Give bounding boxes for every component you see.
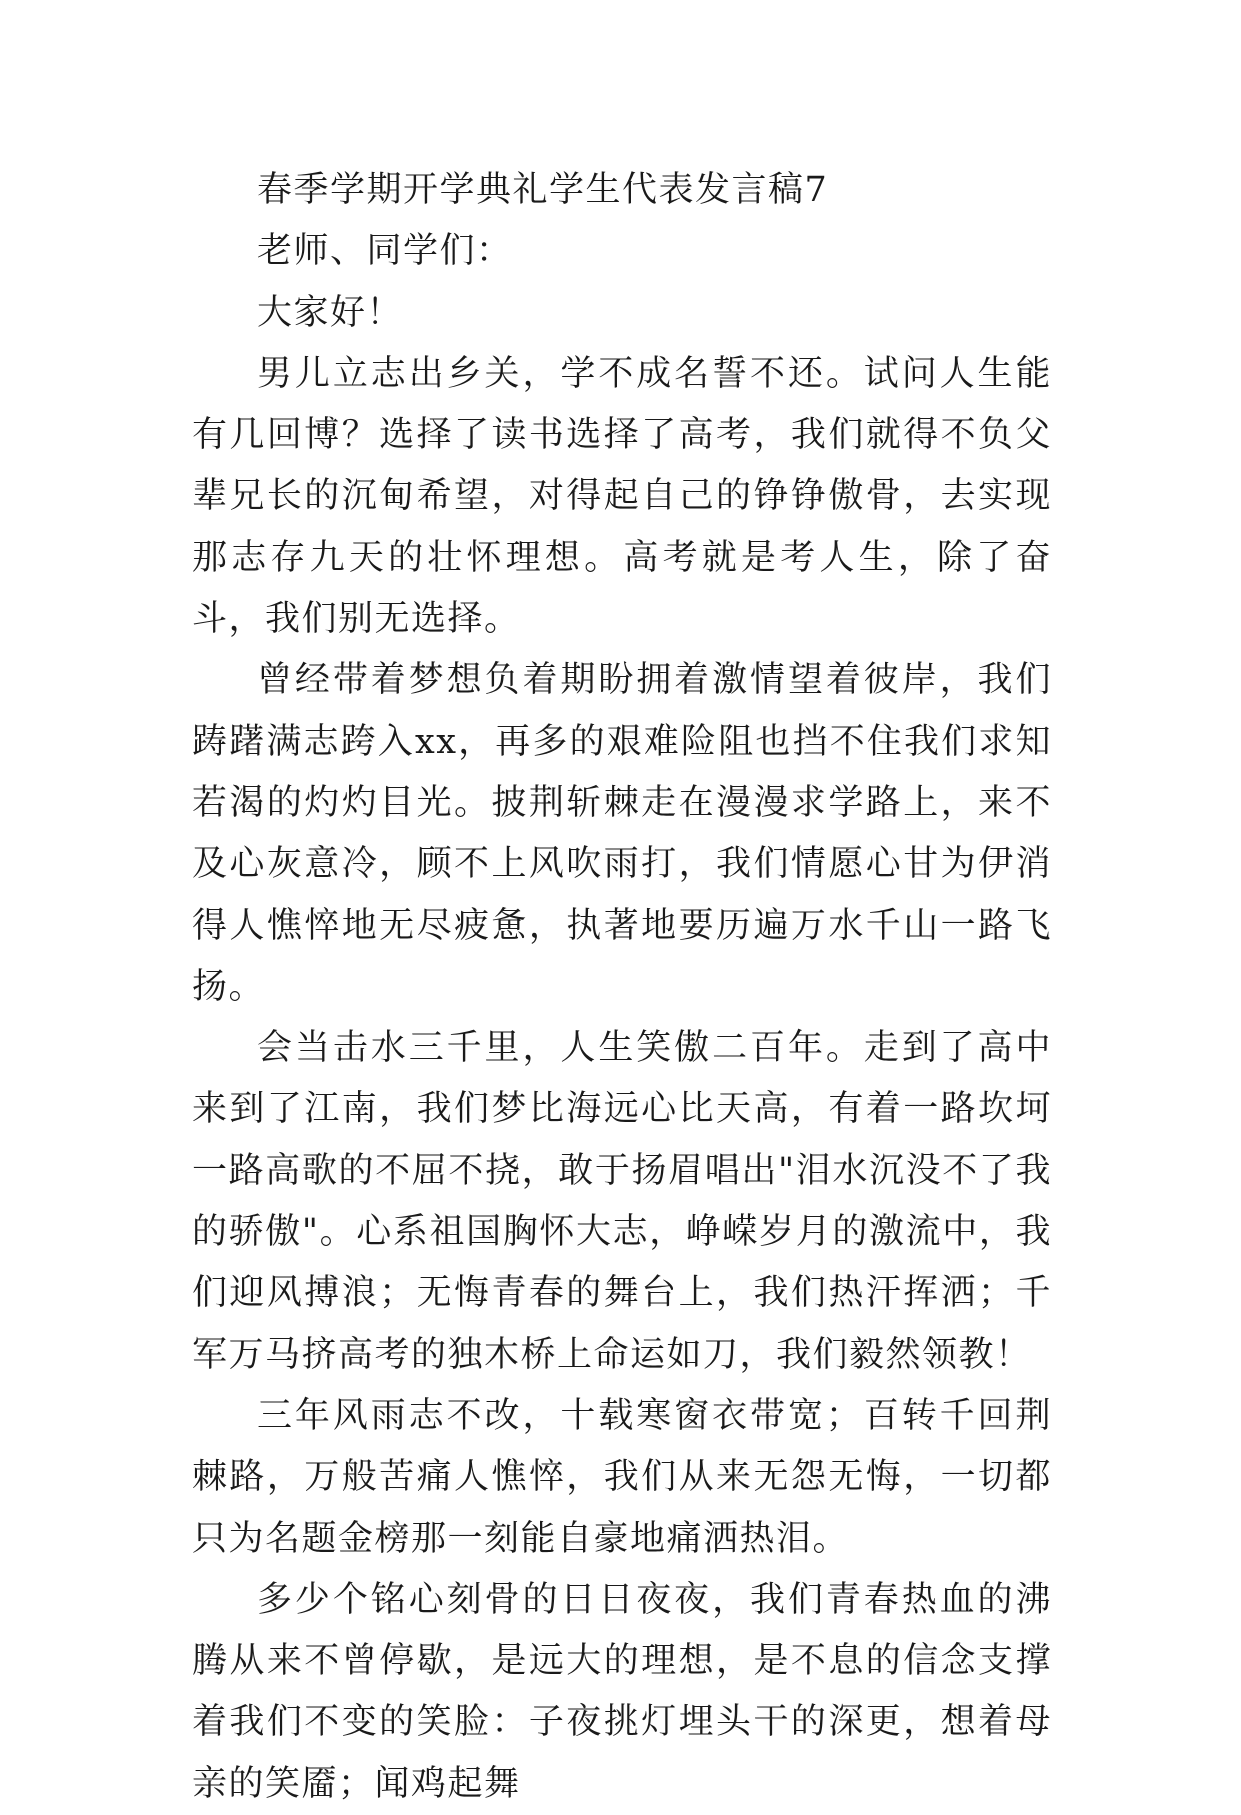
paragraph: 多少个铭心刻骨的日日夜夜，我们青春热血的沸腾从来不曾停歇，是远大的理想，是不息的信念支撑着我们不变的笑脸：子夜挑灯埋头干的深更，想着母亲的笑靥；闻鸡起舞 bbox=[192, 1579, 1052, 1804]
paragraph: 三年风雨志不改，十载寒窗衣带宽；百转千回荆棘路，万般苦痛人憔悴，我们从来无怨无悔，一切都只为名题金榜那一刻能自豪地痛洒热泪。 bbox=[192, 1395, 1052, 1559]
salutation: 老师、同学们： bbox=[257, 231, 513, 272]
paragraph: 会当击水三千里，人生笑傲二百年。走到了高中来到了江南，我们梦比海远心比天高，有着一路坎坷一路高歌的不屈不挠，敢于扬眉唱出"泪水沉没不了我的骄傲"。心系祖国胸怀大志，峥嵘岁月的激流中，我们迎风搏浪；无悔青春的舞台上，我们热汗挥洒；千军万马挤高考的独木桥上命运如刀，我们毅然领教！ bbox=[192, 1028, 1052, 1375]
document-body bbox=[192, 160, 1052, 1815]
document-title: 春季学期开学典礼学生代表发言稿7 bbox=[257, 170, 829, 210]
paragraph: 曾经带着梦想负着期盼拥着激情望着彼岸，我们踌躇满志跨入xx，再多的艰难险阻也挡不住我们求知若渴的灼灼目光。披荆斩棘走在漫漫求学路上，来不及心灰意冷，顾不上风吹雨打，我们情愿心甘为伊消得人憔悴地无尽疲惫，执著地要历遍万水千山一路飞扬。 bbox=[192, 660, 1052, 1007]
greeting: 大家好！ bbox=[257, 292, 404, 333]
paragraph: 男儿立志出乡关，学不成名誓不还。试问人生能有几回博？选择了读书选择了高考，我们就得不负父辈兄长的沉甸希望，对得起自己的铮铮傲骨，去实现那志存九天的壮怀理想。高考就是考人生，除了奋斗，我们别无选择。 bbox=[192, 353, 1052, 640]
